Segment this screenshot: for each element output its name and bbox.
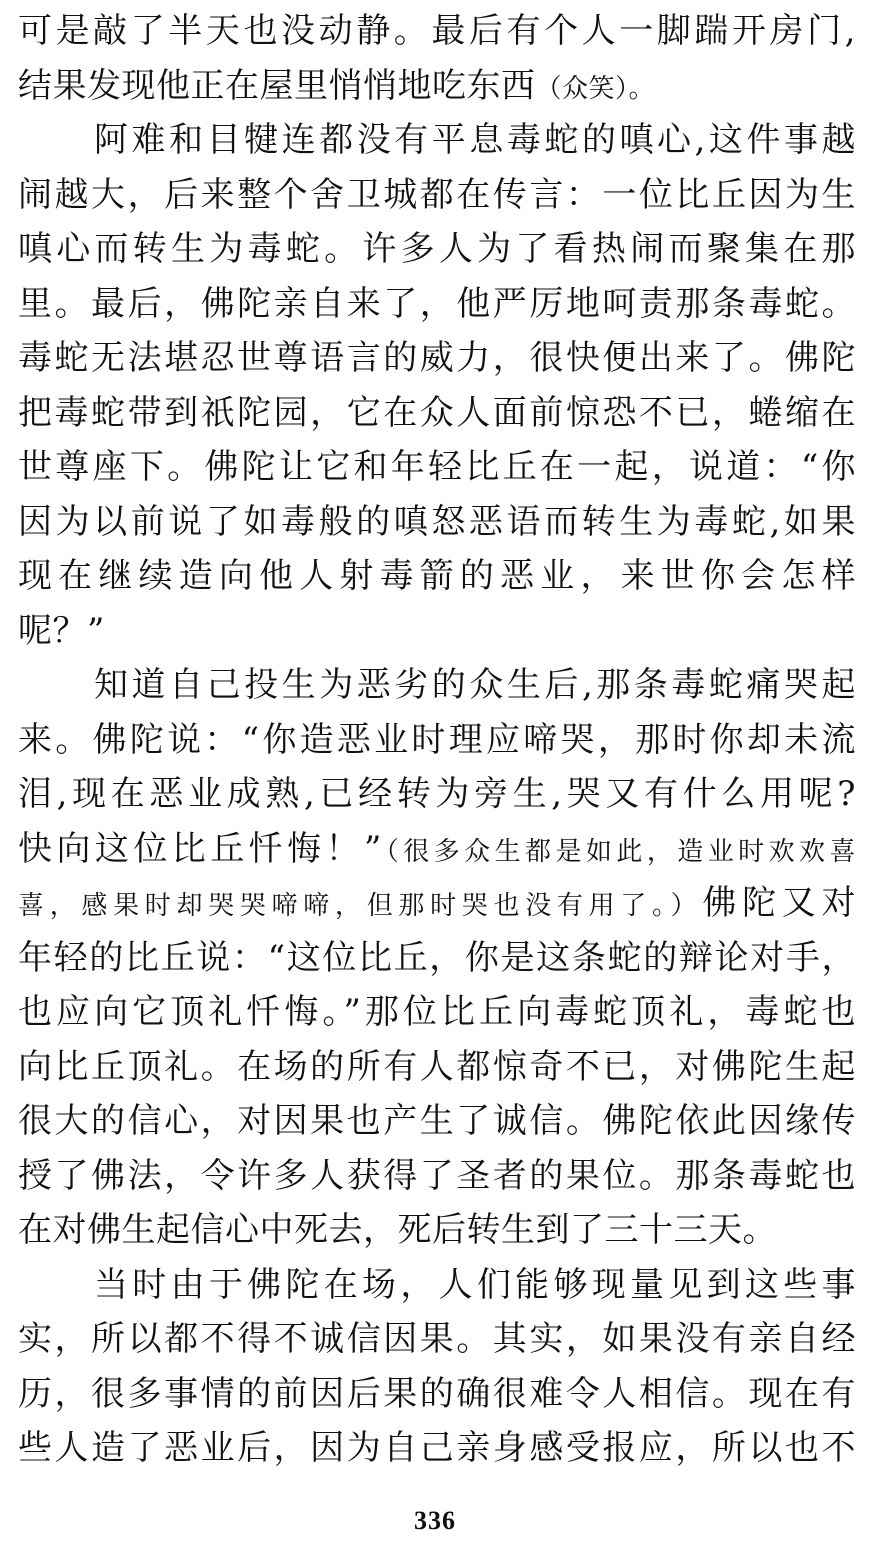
paragraph-start-line: 阿难和目犍连都没有平息毒蛇的嗔心,这件事越 bbox=[94, 120, 856, 160]
text-line: 历，很多事情的前因后果的确很难令人相信。现在有 bbox=[18, 1373, 856, 1414]
text-line: 来。佛陀说：“你造恶业时理应啼哭，那时你却未流 bbox=[18, 719, 856, 760]
text-line: 嗔心而转生为毒蛇。许多人为了看热闹而聚集在那 bbox=[18, 229, 856, 269]
text-line: 授了佛法，令许多人获得了圣者的果位。那条毒蛇也 bbox=[18, 1155, 856, 1196]
commentary-note: 喜，感果时却哭哭啼啼，但那时哭也没有用了。） bbox=[18, 891, 703, 921]
audience-reaction-note: （众笑）。 bbox=[535, 73, 656, 104]
text-line: 毒蛇无法堪忍世尊语言的威力，很快便出来了。佛陀 bbox=[18, 338, 856, 378]
text-line: 快向这位比丘忏悔！”（很多众生都是如此，造业时欢欢喜 bbox=[18, 828, 856, 869]
text-line: 些人造了恶业后，因为自己亲身感受报应，所以也不 bbox=[18, 1428, 856, 1468]
text-line: 呢？” bbox=[18, 610, 105, 651]
text-line: 把毒蛇带到祇陀园，它在众人面前惊恐不已，蜷缩在 bbox=[18, 392, 856, 433]
paragraph-start-line: 当时由于佛陀在场，人们能够现量见到这些事 bbox=[94, 1264, 856, 1305]
text-line: 结果发现他正在屋里悄悄地吃东西（众笑）。 bbox=[18, 65, 656, 106]
text-line: 闹越大，后来整个舍卫城都在传言：一位比丘因为生 bbox=[18, 174, 856, 215]
commentary-note: （很多众生都是如此，造业时欢欢喜 bbox=[381, 836, 856, 867]
page-number: 336 bbox=[414, 1506, 456, 1535]
text-line: 在对佛生起信心中死去，死后转生到了三十三天。 bbox=[18, 1210, 777, 1250]
text-line: 现在继续造向他人射毒箭的恶业，来世你会怎样 bbox=[18, 556, 856, 596]
text-line: 世尊座下。佛陀让它和年轻比丘在一起，说道：“你 bbox=[18, 447, 856, 487]
text-line: 很大的信心，对因果也产生了诚信。佛陀依此因缘传 bbox=[18, 1101, 856, 1141]
text-line: 里。最后，佛陀亲自来了，他严厉地呵责那条毒蛇。 bbox=[18, 283, 856, 324]
text-line: 泪,现在恶业成熟,已经转为旁生,哭又有什么用呢? bbox=[18, 774, 856, 814]
book-page-text bbox=[18, 4, 856, 1476]
paragraph-start-line: 知道自己投生为恶劣的众生后,那条毒蛇痛哭起 bbox=[94, 665, 856, 705]
text-line: 年轻的比丘说：“这位比丘，你是这条蛇的辩论对手， bbox=[18, 937, 856, 978]
text-line: 实，所以都不得不诚信因果。其实，如果没有亲自经 bbox=[18, 1319, 856, 1359]
text-line: 因为以前说了如毒般的嗔怒恶语而转生为毒蛇,如果 bbox=[18, 501, 856, 542]
text-line: 向比丘顶礼。在场的所有人都惊奇不已，对佛陀生起 bbox=[18, 1046, 856, 1087]
text-line: 可是敲了半天也没动静。最后有个人一脚踹开房门, bbox=[18, 11, 856, 51]
text-line: 喜，感果时却哭哭啼啼，但那时哭也没有用了。）佛陀又对 bbox=[18, 883, 856, 923]
text-line: 也应向它顶礼忏悔。”那位比丘向毒蛇顶礼，毒蛇也 bbox=[18, 992, 856, 1032]
